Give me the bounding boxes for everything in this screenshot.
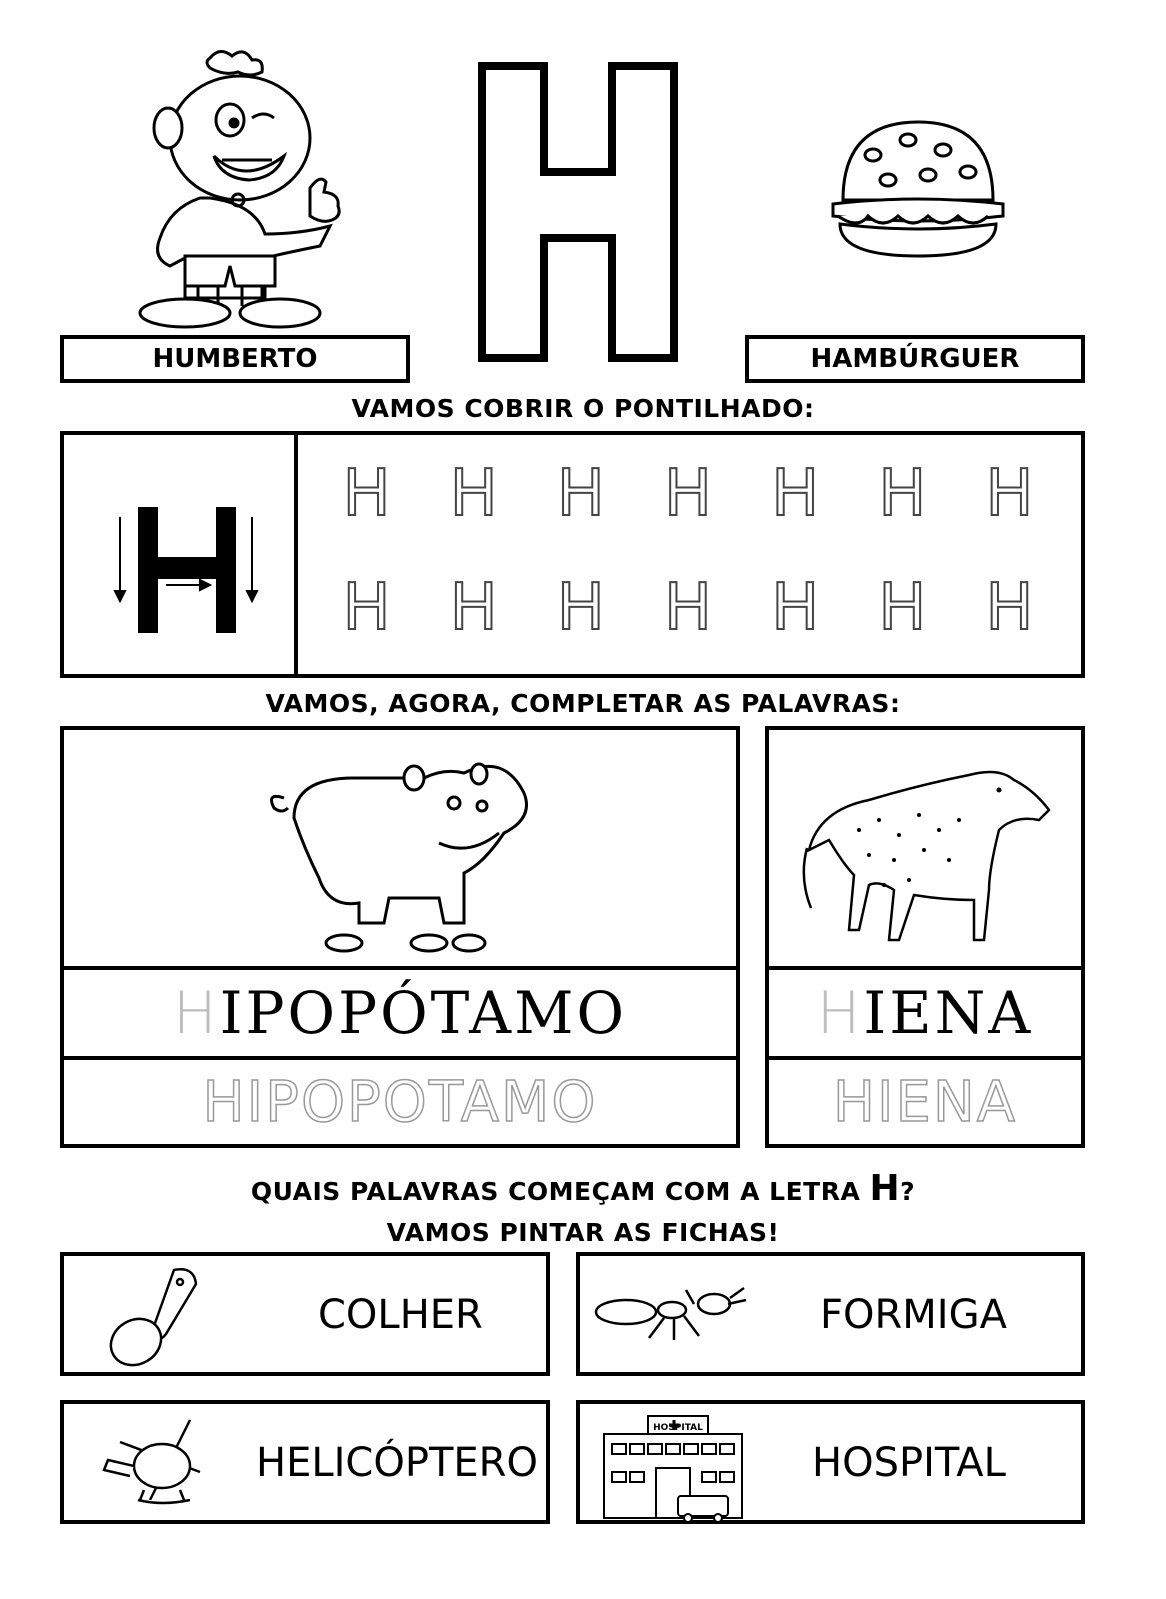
hyena-trace-word (769, 1060, 1081, 1144)
word-card-label: COLHER (318, 1292, 483, 1338)
trace-letter: H (556, 571, 607, 645)
hyena-word-rest: IENA (863, 979, 1034, 1047)
question-suffix: ? (900, 1177, 916, 1206)
trace-row-2 (314, 563, 1064, 653)
trace-letter: H (771, 457, 822, 531)
hyena-icon (799, 760, 1059, 945)
trace-letter: H (449, 457, 500, 531)
hospital-sign-text: HOSPITAL (653, 1423, 703, 1433)
word-card-label: HOSPITAL (812, 1440, 1006, 1486)
boy-character-icon (130, 48, 350, 333)
hamburger-icon (828, 120, 1008, 260)
trace-letter: H (556, 457, 607, 531)
word-card-colher[interactable] (60, 1252, 550, 1376)
trace-letter: H (342, 571, 393, 645)
hippo-word-rest: IPOPÓTAMO (219, 979, 628, 1047)
hippo-icon (264, 748, 544, 953)
word-card-helicoptero[interactable] (60, 1400, 550, 1524)
complete-heading: VAMOS, AGORA, COMPLETAR AS PALAVRAS: (265, 689, 901, 718)
hippo-trace-text: HIPOPOTAMO (202, 1069, 598, 1135)
spoon-icon (104, 1264, 214, 1372)
question-heading (0, 1168, 1166, 1209)
trace-panel-divider (294, 435, 298, 674)
big-letter-h-outline (478, 62, 678, 362)
humberto-label: HUMBERTO (152, 344, 318, 374)
hyena-card (765, 726, 1085, 1148)
hyena-word-first-letter: H (816, 979, 864, 1047)
hospital-icon (598, 1410, 748, 1522)
trace-letter: H (985, 457, 1036, 531)
trace-letter: H (663, 571, 715, 645)
trace-letter: H (985, 571, 1036, 645)
h-stroke-guide (112, 503, 262, 635)
hyena-word (769, 970, 1081, 1056)
humberto-label-box (60, 335, 410, 383)
helicopter-icon (100, 1412, 220, 1520)
trace-letter: H (771, 571, 822, 645)
hippo-word (64, 970, 736, 1056)
hippo-card (60, 726, 740, 1148)
hamburguer-label: HAMBÚRGUER (810, 344, 1020, 374)
word-card-hospital[interactable] (576, 1400, 1085, 1524)
word-card-label: FORMIGA (820, 1292, 1007, 1338)
word-card-formiga[interactable] (576, 1252, 1085, 1376)
trace-row-1 (314, 449, 1064, 539)
hippo-word-first-letter: H (172, 979, 220, 1047)
ant-icon (594, 1284, 754, 1344)
question-letter: H (869, 1168, 901, 1209)
trace-letter: H (342, 457, 393, 531)
trace-letter: H (449, 571, 500, 645)
hyena-trace-text: HIENA (832, 1069, 1018, 1135)
hamburguer-label-box (745, 335, 1085, 383)
hippo-trace-word (64, 1060, 736, 1144)
question-prefix: QUAIS PALAVRAS COMEÇAM COM A LETRA (250, 1177, 861, 1206)
trace-letter: H (663, 457, 715, 531)
instruction-heading: VAMOS PINTAR AS FICHAS! (386, 1218, 780, 1247)
word-card-label: HELICÓPTERO (256, 1440, 538, 1486)
trace-letter: H (878, 457, 929, 531)
trace-heading: VAMOS COBRIR O PONTILHADO: (351, 394, 815, 423)
trace-letter: H (878, 571, 929, 645)
trace-panel (60, 431, 1085, 678)
